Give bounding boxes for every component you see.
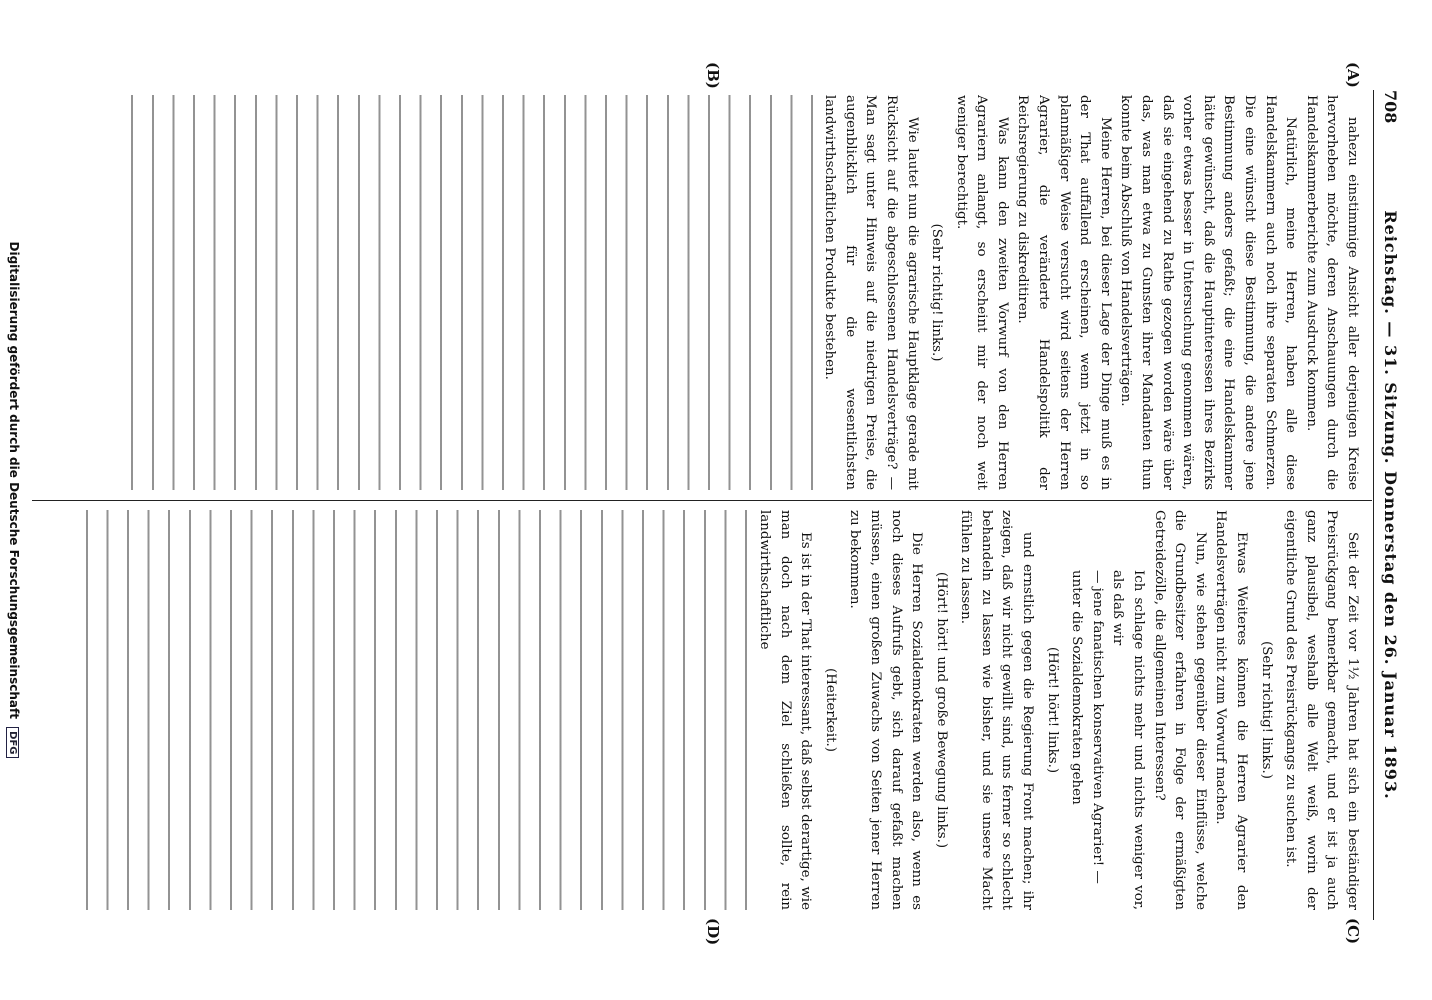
paragraph: Die Herren Sozialdemokraten werden also, wenn es noch dieses Aufrufs gebt, sich darauf gefaßt machen müssen, einen großen Zuwachs von Seiten jener Herren zu bekommen. bbox=[847, 510, 925, 910]
margin-mark-d: (D) bbox=[704, 918, 722, 946]
quoted-line: — jene fanatischen konservativen Agrarier! — bbox=[1089, 570, 1105, 884]
header-rule bbox=[1373, 90, 1374, 920]
paragraph: Nun, wie stehen gegenüber dieser Einflüsse, welche die Grundbesitzer erfahren in Folge der ermäßigten Getreidezölle, die allgemeinen Interessen? bbox=[1151, 510, 1208, 910]
quoted-line: unter die Sozialdemokraten gehen bbox=[1069, 570, 1085, 805]
paragraph: Etwas Weiteres können die Herren Agrarier den Handelsverträgen nicht zum Vorwurf machen. bbox=[1213, 510, 1250, 910]
right-column bbox=[72, 510, 1362, 910]
interjection: (Sehr richtig! links.) bbox=[929, 223, 945, 362]
running-title: Reichstag. — 31. Sitzung. Donnerstag den 26. Januar 1893. bbox=[1381, 210, 1400, 800]
interjection: (Hört! hört! und große Bewegung links.) bbox=[933, 571, 949, 849]
paragraph: Wie lautet nun die agrarische Hauptklage gerade mit Rücksicht auf die abgeschlossenen Handelsverträge? — Man sagt unter Hinweis auf die niedrigen Preise, die augenblicklich für die wesentlichsten landwirthschaftlichen Produkte bestehen. bbox=[822, 95, 920, 490]
paragraph: Natürlich, meine Herren, haben alle diese Handelskammern auch noch ihre separaten Schmerzen. Die eine wünscht diese Bestimmung, die andere jene Bestimmung anders gefaßt; die eine Handelskammer hätte gewünscht, daß die Hauptinteressen ihres Bezirks vorher etwas besser in Untersuchung genommen wären, daß sie eingehend zu Rathe gezogen worden wäre über das, was man etwa zu Gunsten ihrer Mandanten thun konnte beim Abschluß von Handelsverträgen. bbox=[1118, 95, 1299, 490]
interjection: (Heiterkeit.) bbox=[822, 668, 838, 752]
paragraph: Seit der Zeit vor 1½ Jahren hat sich ein beständiger Preisrückgang bemerkbar gemacht, und er ist ja auch ganz plausibel, weshalb alle Welt weiß, worin der eigentliche Grund des Preisrückgangs zu suchen ist. bbox=[1283, 510, 1360, 910]
paragraph: Was kann den zweiten Vorwurf von den Herren Agrariern anlangt, so erscheint mir der noch weit weniger berechtigt. bbox=[953, 95, 1010, 490]
page-number: 708 bbox=[1381, 90, 1400, 124]
left-column bbox=[72, 95, 1362, 490]
text-continuation bbox=[119, 95, 819, 490]
interjection: (Sehr richtig! links.) bbox=[1258, 641, 1274, 779]
quoted-line: Ich schlage nichts mehr und nichts weniger vor, als daß wir bbox=[1110, 570, 1147, 910]
paragraph: Es ist in der That interessant, daß selbst derartige, wie man doch nach dem Ziel schließen sollte, rein landwirthschaftliche bbox=[756, 510, 814, 910]
paragraph: und ernstlich gegen die Regierung Front machen; ihr zeigen, daß wir nicht gewillt sind, uns ferner so schlecht behandeln zu lassen wie bisher, und sie unsere Macht fühlen zu lassen. bbox=[958, 510, 1036, 910]
margin-mark-c: (C) bbox=[1344, 918, 1362, 945]
paragraph: Meine Herren, bei dieser Lage der Dinge muß es in der That auffallend erscheinen, wenn jetzt in so planmäßiger Weise versucht wird seitens der Herren Agrarier, die veränderte Handelspolitik der Reichsregierung zu diskreditiren. bbox=[1015, 95, 1113, 490]
dfg-logo: DFG bbox=[6, 727, 19, 758]
page-header bbox=[1370, 90, 1410, 920]
interjection: (Hört! hört! links.) bbox=[1044, 646, 1060, 774]
margin-mark-b: (B) bbox=[704, 62, 722, 89]
column-divider bbox=[32, 500, 1372, 501]
digitization-footer bbox=[6, 0, 21, 1000]
text-continuation bbox=[72, 510, 753, 910]
paragraph: nahezu einstimmige Ansicht aller derjenigen Kreise hervorheben möchte, deren Anschauungen durch die Handelskammerberichte zum Ausdruck kommen. bbox=[1303, 95, 1360, 490]
margin-mark-a: (A) bbox=[1344, 62, 1362, 88]
footer-text: Digitalisierung gefördert durch die Deutsche Forschungsgemeinschaft bbox=[7, 241, 21, 719]
